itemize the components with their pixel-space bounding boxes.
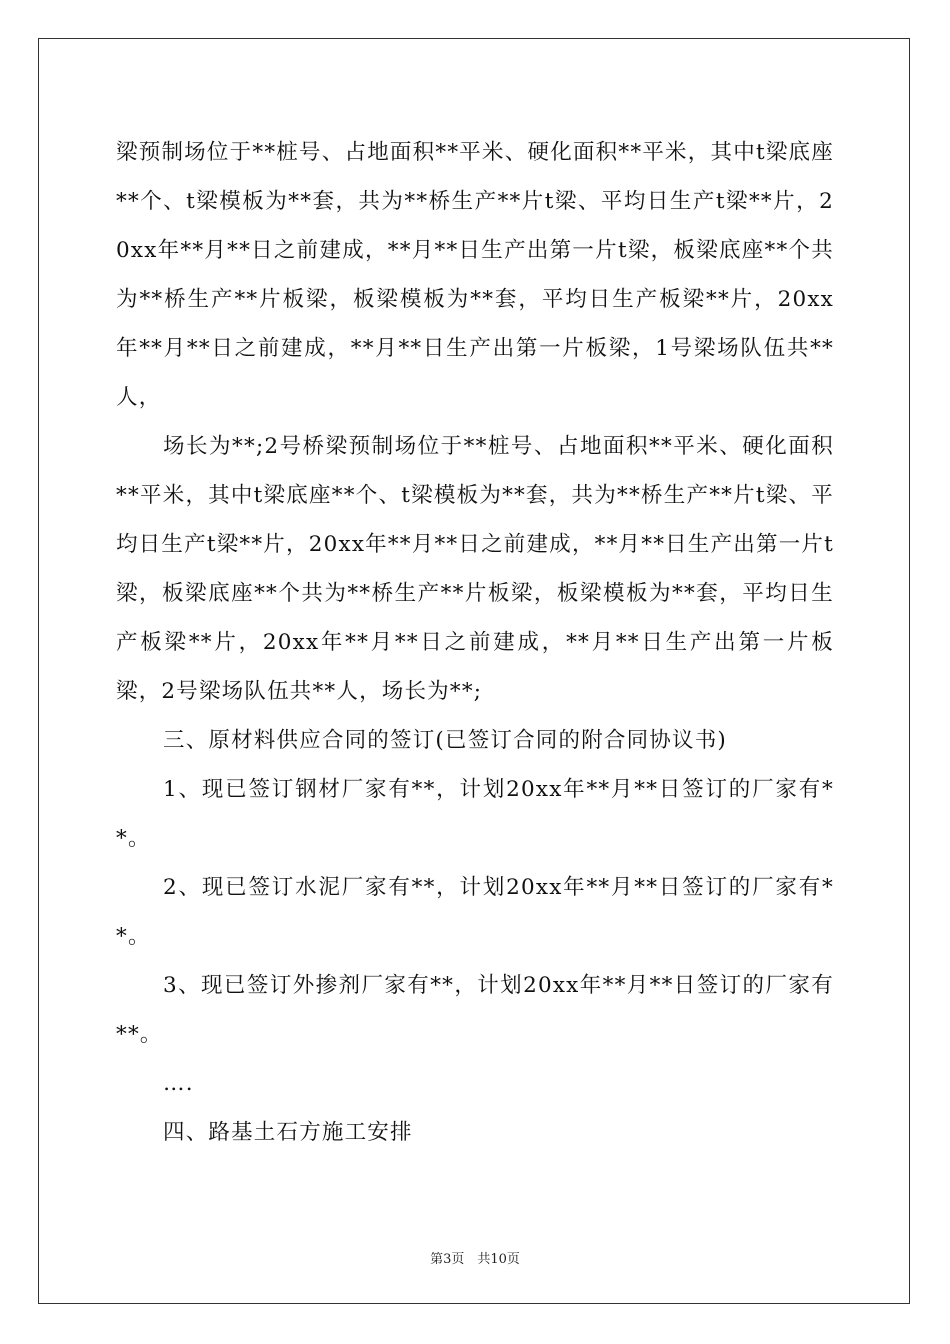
page-number-footer: 第3页 共10页	[430, 1252, 520, 1267]
section-heading-3: 三、原材料供应合同的签订(已签订合同的附合同协议书)	[163, 728, 727, 753]
ellipsis-line: ….	[163, 1071, 194, 1096]
list-item-1: 1、现已签订钢材厂家有**，计划20xx年**月**日签订的厂家有**。	[116, 777, 834, 851]
paragraph-1: 梁预制场位于**桩号、占地面积**平米、硬化面积**平米，其中t梁底座**个、t梁模板为**套，共为**桥生产**片t梁、平均日生产t梁**片，20xx年**月**日之前建成，**月**日生产出第一片t梁，板梁底座**个共为**桥生产**片板梁，板梁模板为**套，平均日生产板梁**片，20xx年**月**日之前建成，**月**日生产出第一片板梁，1号梁场队伍共**人，	[116, 140, 834, 410]
section-heading-4: 四、路基土石方施工安排	[163, 1120, 413, 1145]
list-item-2: 2、现已签订水泥厂家有**，计划20xx年**月**日签订的厂家有**。	[116, 875, 834, 949]
paragraph-2: 场长为**;2号桥梁预制场位于**桩号、占地面积**平米、硬化面积**平米，其中t梁底座**个、t梁模板为**套，共为**桥生产**片t梁、平均日生产t梁**片，20xx年**月**日之前建成，**月**日生产出第一片t梁，板梁底座**个共为**桥生产**片板梁，板梁模板为**套，平均日生产板梁**片，20xx年**月**日之前建成，**月**日生产出第一片板梁，2号梁场队伍共**人，场长为**;	[116, 434, 834, 704]
document-body	[116, 128, 834, 1157]
list-item-3: 3、现已签订外掺剂厂家有**，计划20xx年**月**日签订的厂家有**。	[116, 973, 834, 1047]
